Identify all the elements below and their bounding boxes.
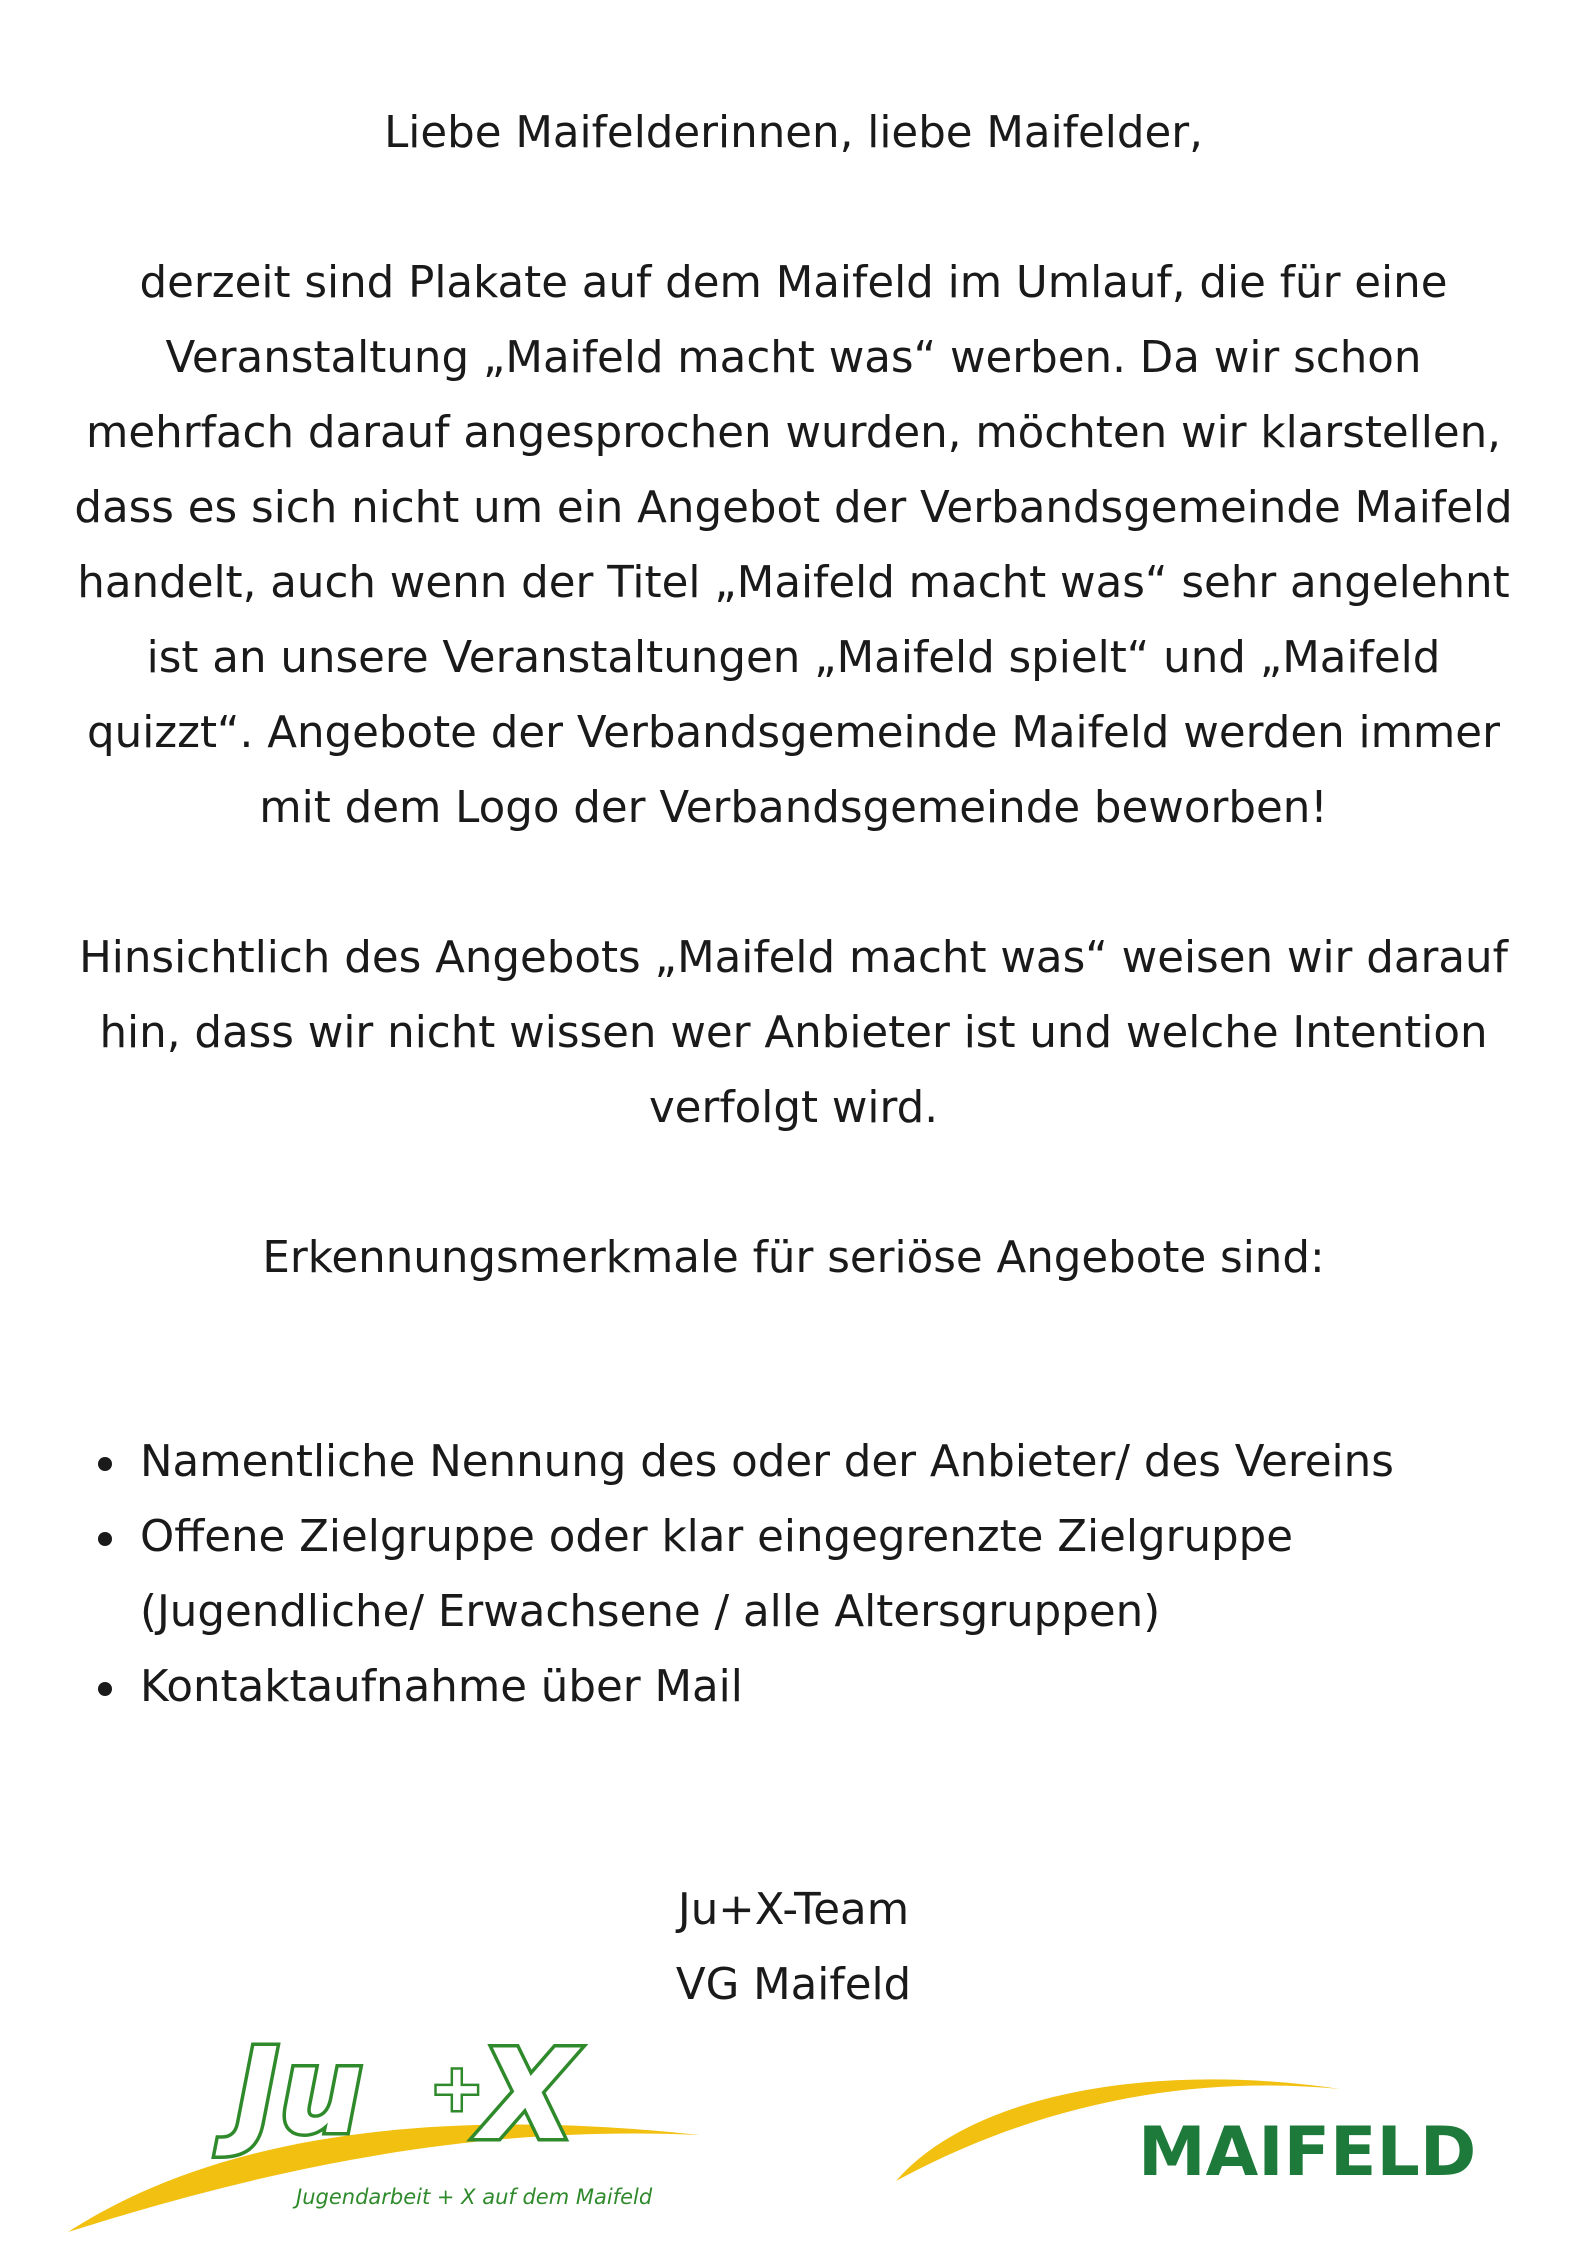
maifeld-logo	[890, 2055, 1530, 2205]
bullet-icon	[98, 1532, 112, 1546]
jux-mark-plus: +	[430, 2052, 484, 2126]
jux-swoosh	[68, 2125, 700, 2232]
signature-team: Ju+X-Team	[677, 1885, 910, 1935]
bullet-icon	[98, 1682, 112, 1696]
paragraph-criteria-intro: Erkennungsmerkmale für seriöse Angebote sind:	[262, 1233, 1325, 1283]
jux-mark-right: X	[480, 2024, 576, 2168]
jux-logo	[60, 2020, 720, 2240]
jux-mark-left: Ju	[235, 2022, 363, 2160]
jux-tagline: Jugendarbeit + X auf dem Maifeld	[296, 2185, 653, 2209]
letter	[40, 96, 1547, 1296]
signature-org: VG Maifeld	[675, 1960, 912, 2010]
list-item: Kontaktaufnahme über Mail	[140, 1650, 1520, 1725]
criteria-list	[140, 1425, 1520, 1725]
bullet-icon	[98, 1457, 112, 1471]
paragraph-posters: derzeit sind Plakate auf dem Maifeld im Umlauf, die für eine Veranstaltung „Maifeld macht was“ werben. Da wir schon mehrfach darauf angesprochen wurden, möchten wir klarstellen, dass es sich nicht um ein Angebot der Verbandsgemeinde Maifeld handelt, auch wenn der Titel „Maifeld macht was“ sehr angelehnt ist an unsere Veranstaltungen „Maifeld spielt“ und „Maifeld quizzt“. Angebote der Verbandsgemeinde Maifeld werden immer mit dem Logo der Verbandsgemeinde beworben!	[74, 258, 1513, 833]
greeting: Liebe Maifelderinnen, liebe Maifelder,	[384, 108, 1203, 158]
signature	[0, 1873, 1587, 2023]
list-item: Namentliche Nennung des oder der Anbieter/ des Vereins	[140, 1425, 1520, 1500]
maifeld-wordmark: MAIFELD	[1138, 2113, 1477, 2192]
list-item: Offene Zielgruppe oder klar eingegrenzte Zielgruppe (Jugendliche/ Erwachsene / alle Altersgruppen)	[140, 1500, 1520, 1650]
paragraph-provider: Hinsichtlich des Angebots „Maifeld macht was“ weisen wir darauf hin, dass wir nicht wissen wer Anbieter ist und welche Intention verfolgt wird.	[79, 933, 1508, 1133]
